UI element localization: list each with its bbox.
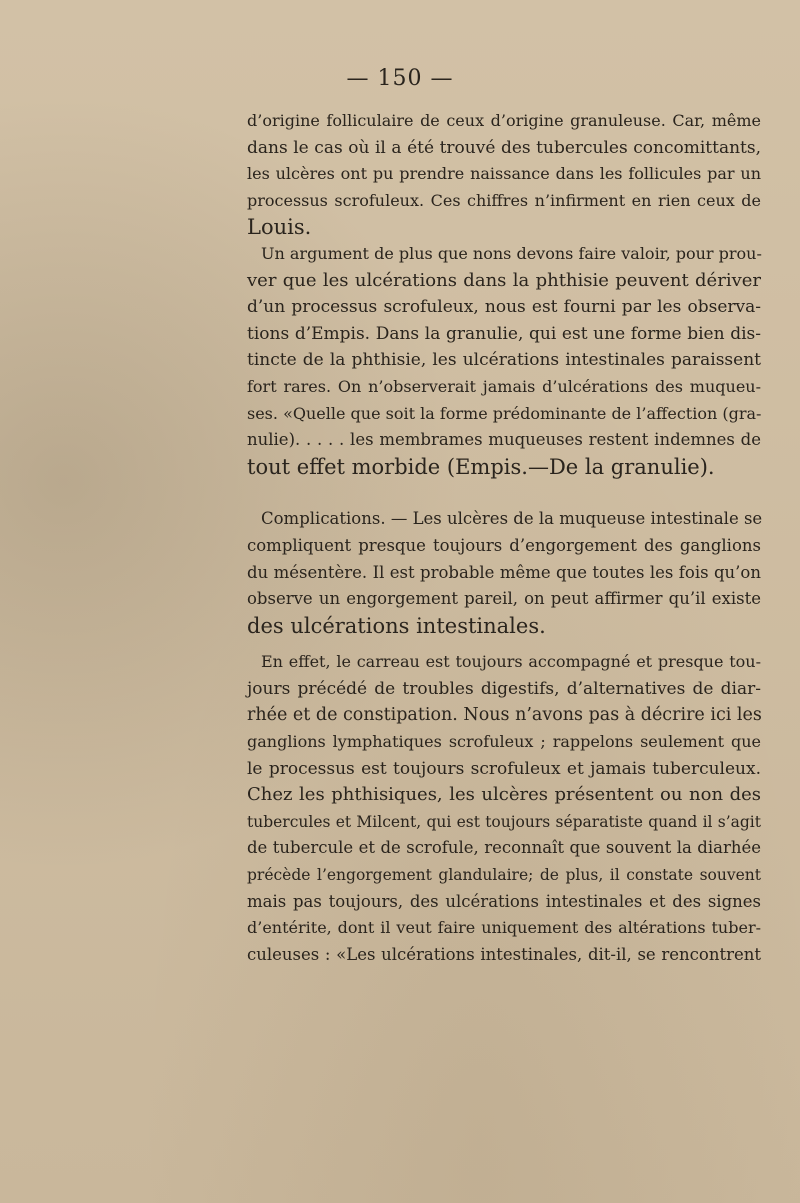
text-line: d’entérite, dont il veut faire uniquement des altérations tuber- [247,918,761,938]
text-line: culeuses : «Les ulcérations intestinales, dit-il, se rencontrent [247,944,761,964]
text-line: Chez les phthisiques, les ulcères présentent ou non des [247,784,761,806]
text-line: rhée et de constipation. Nous n’avons pas à décrire ici les [247,705,762,726]
text-line: dans le cas où il a été trouvé des tubercules concomittants, [247,137,761,158]
text-line: ver que les ulcérations dans la phthisie peuvent dériver [247,269,761,291]
body-text [247,108,761,968]
text-line: du mésentère. Il est probable même que toutes les fois qu’on [247,562,761,582]
text-line: de tubercule et de scrofule, reconnaît que souvent la diarhée [247,838,761,858]
paragraph-3 [247,506,761,639]
paragraph-gap [247,480,761,506]
text-line: nulie). . . . . les membrames muqueuses restent indemnes de [247,430,761,450]
text-line: Complications. — Les ulcères de la muqueuse intestinale se [261,509,763,529]
text-line: tincte de la phthisie, les ulcérations intestinales paraissent [247,350,761,371]
text-line: précède l’engorgement glandulaire; de plus, il constate souvent [247,866,761,885]
text-line: d’un processus scrofuleux, nous est fourni par les observa- [247,297,761,318]
text-line: mais pas toujours, des ulcérations intestinales et des signes [247,891,761,911]
text-line: le processus est toujours scrofuleux et jamais tuberculeux. [247,758,761,779]
text-line: Un argument de plus que nons devons faire valoir, pour prou- [261,243,762,263]
paragraph-4 [247,649,761,968]
paragraph-gap [247,639,761,649]
text-line: compliquent presque toujours d’engorgement des ganglions [247,535,761,555]
text-line: les ulcères ont pu prendre naissance dans les follicules par un [247,164,761,184]
text-line: tubercules et Milcent, qui est toujours séparatiste quand il s’agit [247,812,761,831]
text-line: observe un engorgement pareil, on peut affirmer qu’il existe [247,589,761,609]
page-number: — 150 — [346,66,454,91]
text-line: tout effet morbide (Empis.—De la granulie). [247,454,715,479]
paragraph-2 [247,241,761,480]
text-line: processus scrofuleux. Ces chiffres n’infirment en rien ceux de [247,190,761,210]
text-line: des ulcérations intestinales. [247,613,546,638]
text-line: d’origine folliculaire de ceux d’origine granuleuse. Car, même [247,111,761,130]
paragraph-1 [247,108,761,241]
text-line: Louis. [247,215,312,240]
text-line: En effet, le carreau est toujours accompagné et presque tou- [261,652,761,672]
text-line: ses. «Quelle que soit la forme prédominante de l’affection (gra- [247,403,762,423]
text-line: jours précédé de troubles digestifs, d’alternatives de diar- [247,678,761,699]
text-line: fort rares. On n’observerait jamais d’ulcérations des muqueu- [247,376,761,396]
text-line: ganglions lymphatiques scrofuleux ; rappelons seulement que [247,732,761,752]
text-line: tions d’Empis. Dans la granulie, qui est une forme bien dis- [247,323,761,344]
